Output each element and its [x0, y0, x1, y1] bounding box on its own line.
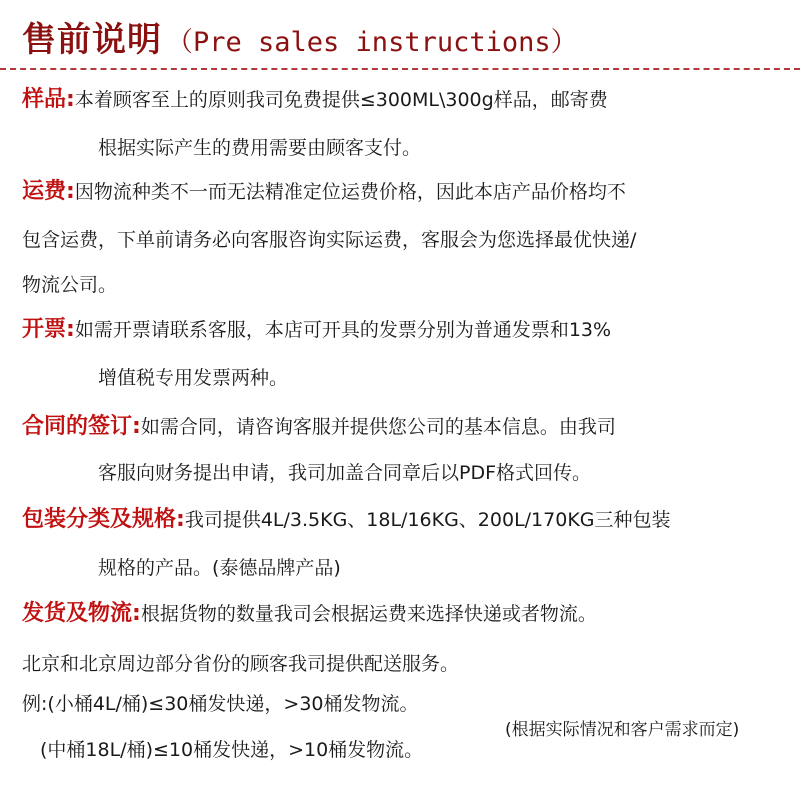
contract-line-1 — [22, 415, 616, 439]
delivery-label: 发货及物流: — [22, 601, 141, 626]
shipping-text-2: 包含运费，下单前请务必向客服咨询实际运费，客服会为您选择最优快递/ — [22, 229, 637, 251]
title-english: （Pre sales instructions） — [166, 27, 578, 58]
invoice-line-1 — [22, 318, 611, 342]
shipping-text-3: 物流公司。 — [22, 274, 118, 296]
delivery-note: (根据实际情况和客户需求而定) — [505, 720, 740, 740]
sample-line-1 — [22, 88, 608, 112]
packaging-label: 包装分类及规格: — [22, 507, 185, 532]
contract-text-2: 客服向财务提出申请，我司加盖合同章后以PDF格式回传。 — [98, 462, 592, 484]
invoice-text-2: 增值税专用发票两种。 — [98, 367, 289, 389]
invoice-label: 开票: — [22, 317, 75, 342]
packaging-text-2: 规格的产品。(泰德品牌产品) — [98, 557, 341, 579]
delivery-example-2: (中桶18L/桶)≤10桶发快递，>10桶发物流。 — [40, 739, 424, 761]
sample-text-1: 本着顾客至上的原则我司免费提供≤300ML\300g样品，邮寄费 — [74, 89, 608, 111]
contract-label: 合同的签订: — [22, 414, 141, 439]
shipping-line-1 — [22, 180, 626, 204]
packaging-text-1: 我司提供4L/3.5KG、18L/16KG、200L/170KG三种包装 — [184, 509, 671, 531]
title-divider — [0, 68, 800, 70]
delivery-example-1: 例:(小桶4L/桶)≤30桶发快递，>30桶发物流。 — [22, 693, 419, 715]
page-title — [22, 12, 578, 61]
sample-label: 样品: — [22, 87, 75, 112]
delivery-text-1: 根据货物的数量我司会根据运费来选择快递或者物流。 — [140, 603, 597, 625]
delivery-text-2: 北京和北京周边部分省份的顾客我司提供配送服务。 — [22, 653, 460, 675]
delivery-line-1 — [22, 602, 597, 626]
invoice-text-1: 如需开票请联系客服，本店可开具的发票分别为普通发票和13% — [74, 319, 612, 341]
contract-text-1: 如需合同，请咨询客服并提供您公司的基本信息。由我司 — [140, 416, 616, 438]
shipping-text-1: 因物流种类不一而无法精准定位运费价格，因此本店产品价格均不 — [74, 181, 626, 203]
packaging-line-1 — [22, 508, 671, 532]
title-chinese: 售前说明 — [22, 20, 162, 60]
sample-text-2: 根据实际产生的费用需要由顾客支付。 — [98, 137, 422, 159]
shipping-label: 运费: — [22, 179, 75, 204]
